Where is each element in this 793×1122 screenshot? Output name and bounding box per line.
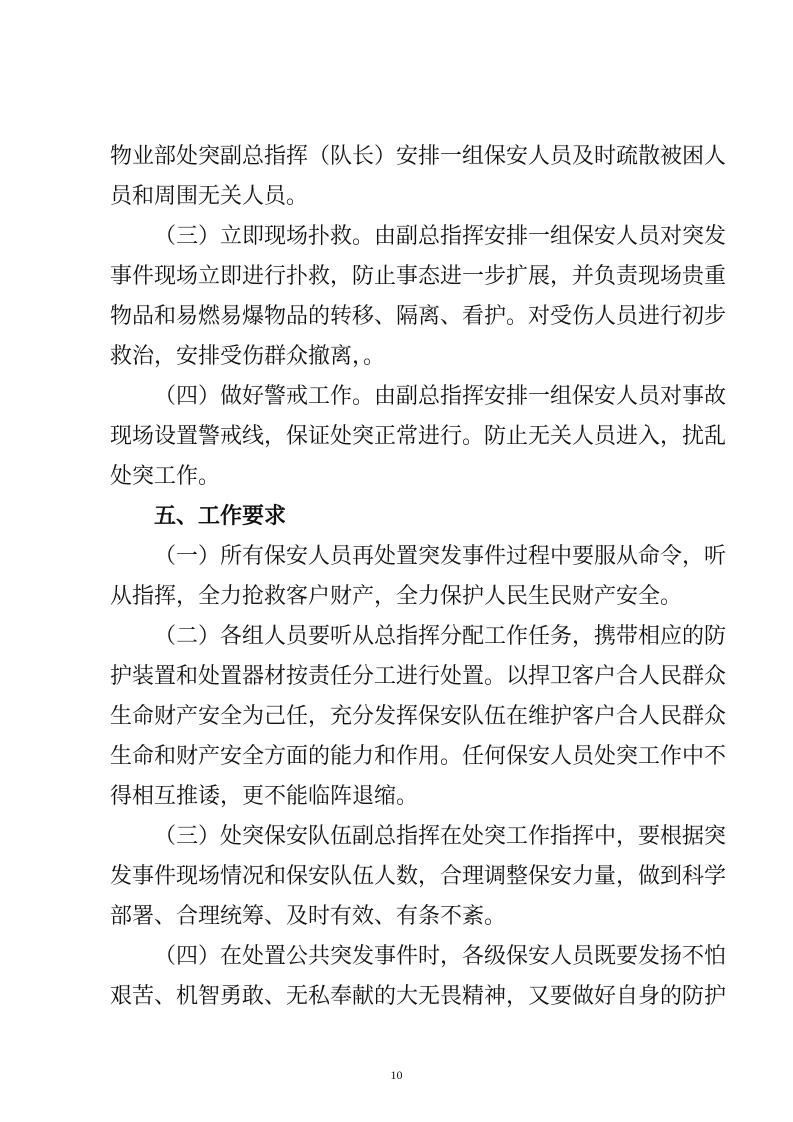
- text-line: （四）在处置公共突发事件时，各级保安人员既要发扬不怕: [154, 944, 727, 969]
- text-line: 物品和易燃易爆物品的转移、隔离、看护。对受伤人员进行初步: [110, 304, 727, 329]
- text-line: （二）各组人员要听从总指挥分配工作任务，携带相应的防: [154, 624, 727, 649]
- text-line: 现场设置警戒线，保证处突正常进行。防止无关人员进入，扰乱: [110, 424, 727, 449]
- text-line: 生命财产安全为己任，充分发挥保安队伍在维护客户合人民群众: [110, 704, 727, 729]
- text-line: 员和周围无关人员。: [110, 184, 309, 209]
- text-line: （一）所有保安人员再处置突发事件过程中要服从命令，听: [154, 544, 727, 569]
- text-line: 发事件现场情况和保安队伍人数，合理调整保安力量，做到科学: [110, 864, 727, 889]
- text-line: 护装置和处置器材按责任分工进行处置。以捍卫客户合人民群众: [110, 664, 727, 689]
- text-line: 处突工作。: [110, 464, 221, 489]
- text-line: 生命和财产安全方面的能力和作用。任何保安人员处突工作中不: [110, 744, 727, 769]
- text-line: 部署、合理统筹、及时有效、有条不紊。: [110, 904, 507, 929]
- text-line: （四）做好警戒工作。由副总指挥安排一组保安人员对事故: [154, 384, 727, 409]
- text-line: （三）处突保安队伍副总指挥在处突工作指挥中，要根据突: [154, 824, 727, 849]
- text-line: 物业部处突副总指挥（队长）安排一组保安人员及时疏散被困人: [110, 144, 727, 169]
- text-line: 救治，安排受伤群众撤离，。: [110, 344, 386, 369]
- document-body: [110, 137, 727, 1017]
- text-line: 事件现场立即进行扑救，防止事态进一步扩展，并负责现场贵重: [110, 264, 727, 289]
- text-line: 从指挥，全力抢救客户财产，全力保护人民生民财产安全。: [110, 584, 683, 609]
- section-heading: 五、工作要求: [154, 504, 287, 529]
- text-line: （三）立即现场扑救。由副总指挥安排一组保安人员对突发: [154, 224, 727, 249]
- text-line: 得相互推诿，更不能临阵退缩。: [110, 784, 419, 809]
- text-line: 艰苦、机智勇敢、无私奉献的大无畏精神，又要做好自身的防护: [110, 984, 727, 1009]
- page-number: 10: [390, 1068, 403, 1082]
